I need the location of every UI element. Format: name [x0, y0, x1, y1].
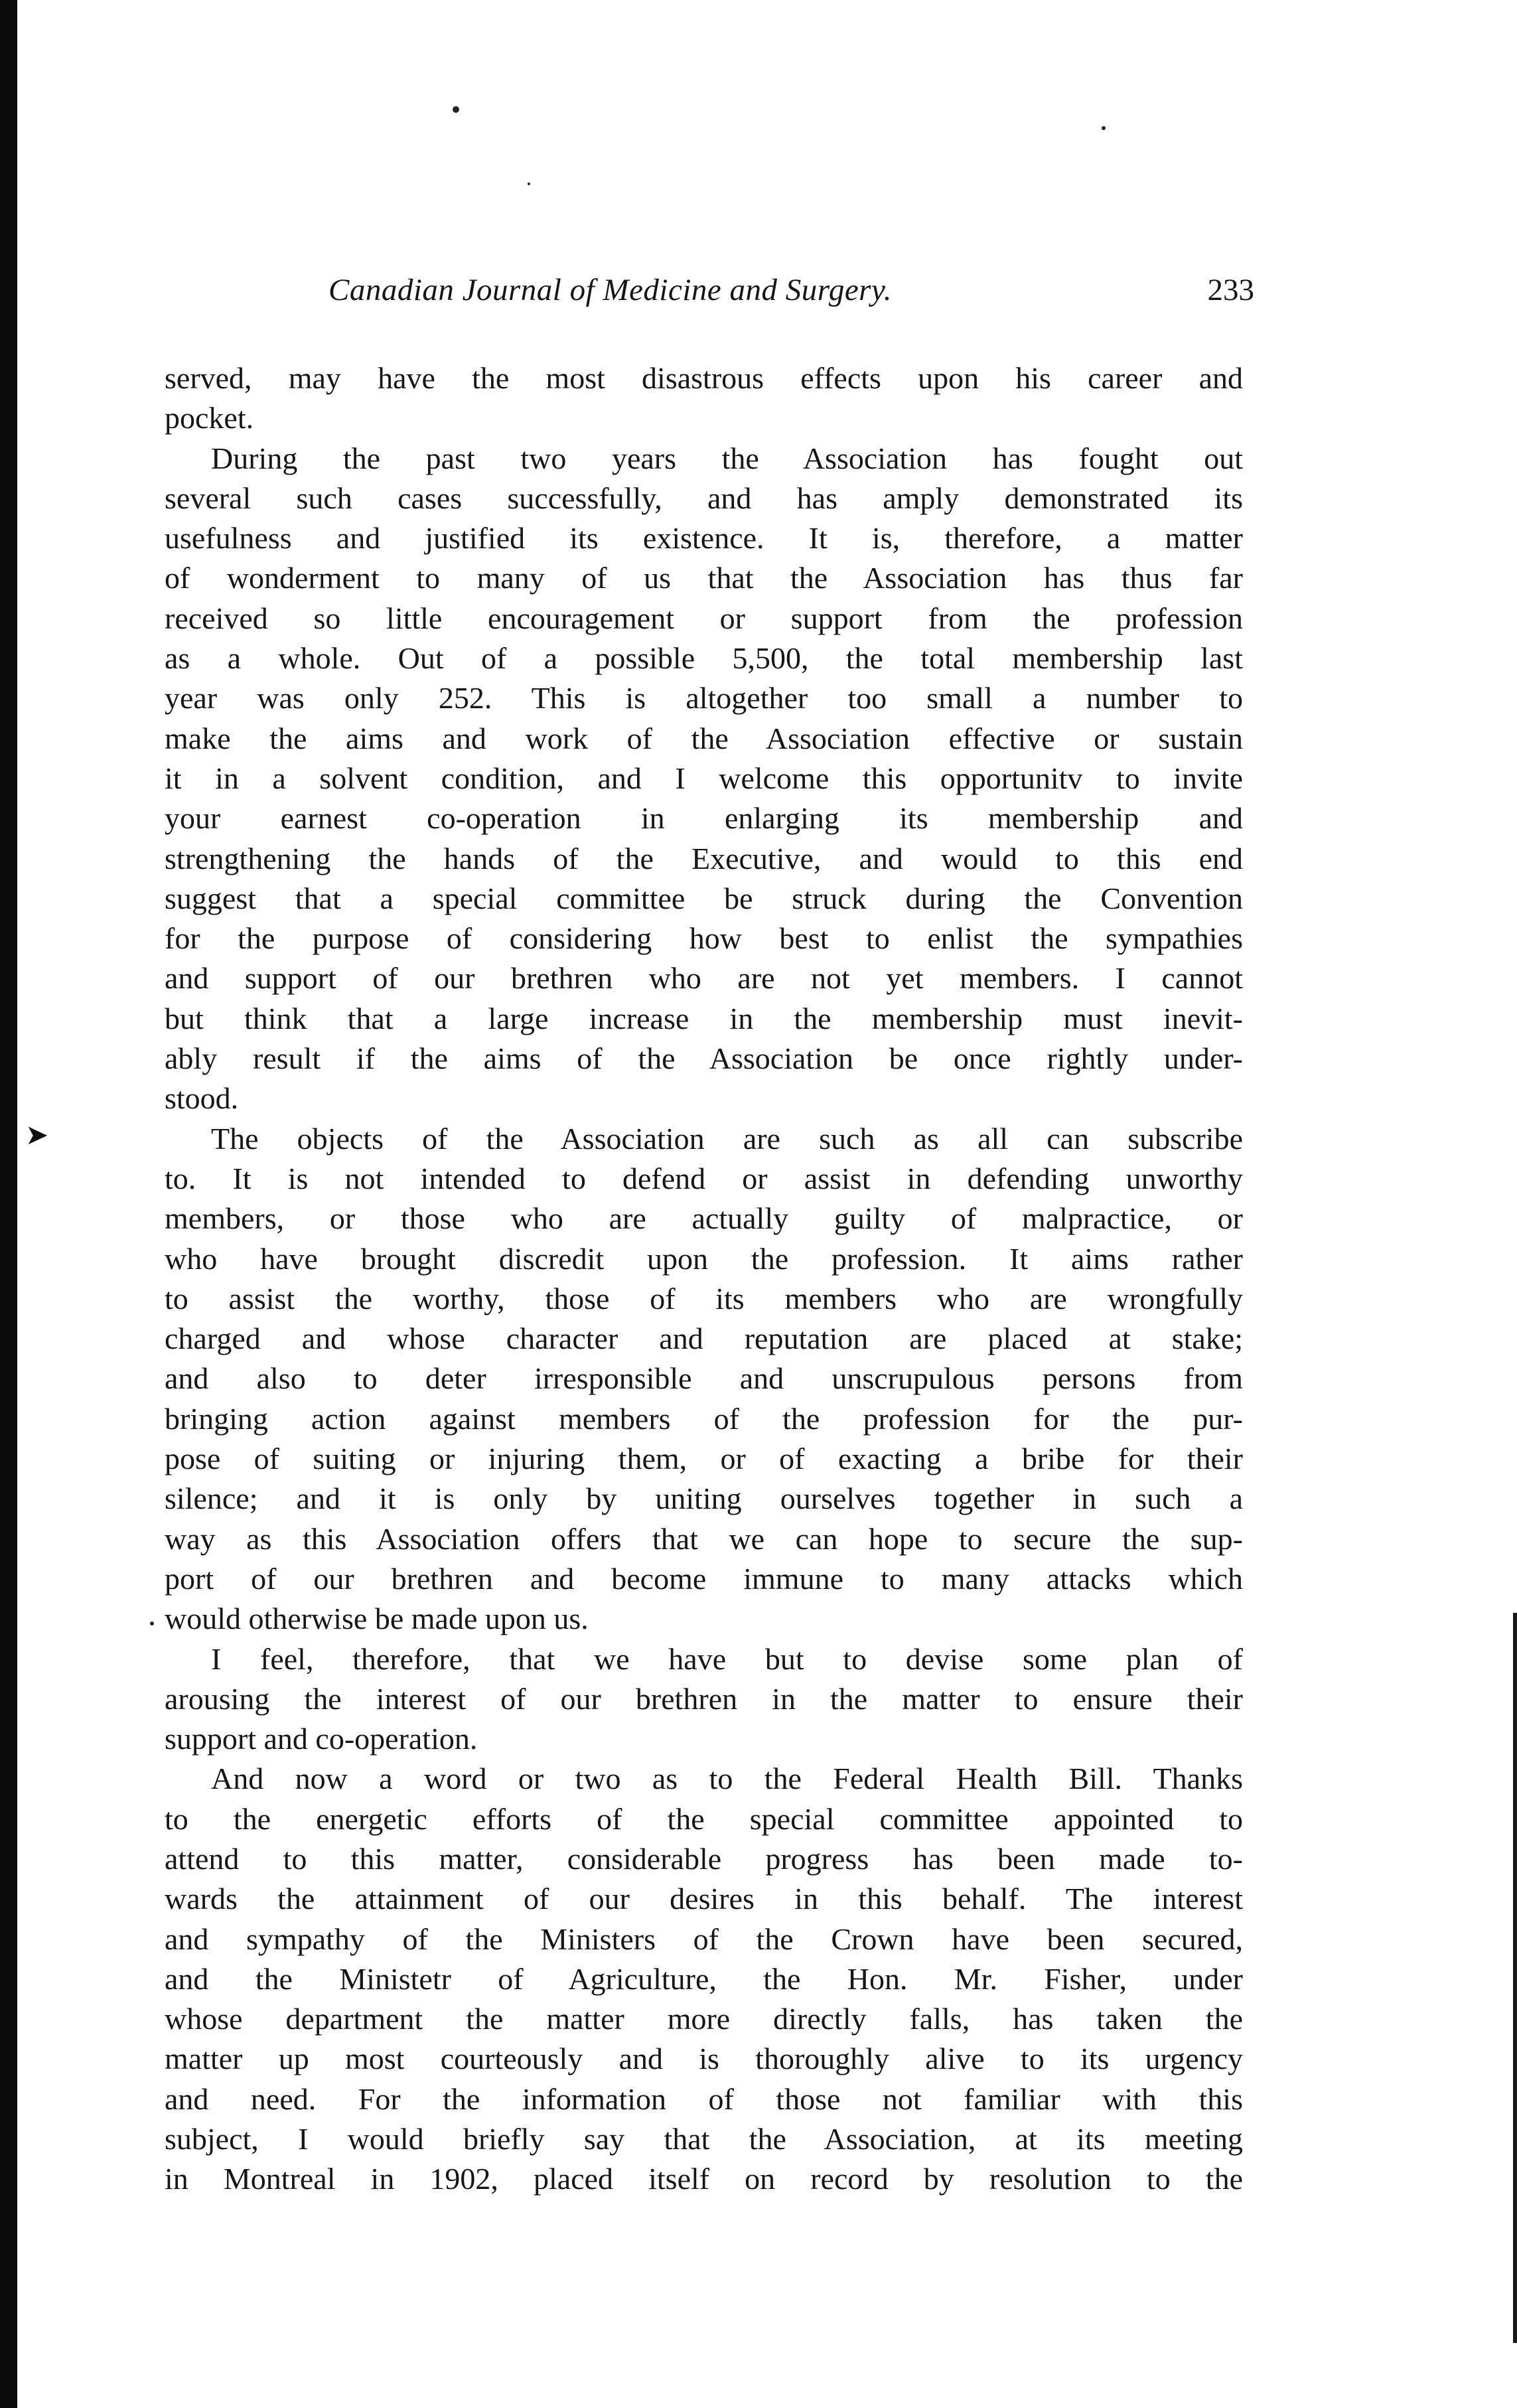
- text-line: and need. For the information of those not familiar with this: [165, 2081, 1243, 2116]
- text-line: way as this Association offers that we can hope to secure the sup-: [165, 1521, 1243, 1556]
- text-line: and sympathy of the Ministers of the Crown have been secured,: [165, 1921, 1243, 1956]
- text-line: stood.: [165, 1081, 239, 1116]
- text-line: to. It is not intended to defend or assist in defending unworthy: [165, 1161, 1243, 1195]
- ink-speck: [1102, 126, 1106, 130]
- running-title: Canadian Journal of Medicine and Surgery.: [328, 273, 892, 307]
- text-line: strengthening the hands of the Executive, and would to this end: [165, 841, 1243, 875]
- text-line: attend to this matter, considerable progress has been made to-: [165, 1841, 1243, 1876]
- text-line: And now a word or two as to the Federal Health Bill. Thanks: [211, 1762, 1243, 1796]
- text-line: served, may have the most disastrous effects upon his career and: [165, 361, 1243, 395]
- text-line: During the past two years the Association has fought out: [211, 441, 1243, 475]
- text-line: whose department the matter more directly falls, has taken the: [165, 2002, 1243, 2036]
- text-line: your earnest co-operation in enlarging its membership and: [165, 801, 1243, 836]
- text-line: bringing action against members of the profession for the pur-: [165, 1401, 1243, 1436]
- text-line: of wonderment to many of us that the Association has thus far: [165, 561, 1243, 595]
- text-line: year was only 252. This is altogether too small a number to: [165, 681, 1243, 715]
- text-line: would otherwise be made upon us.: [165, 1602, 589, 1636]
- ink-speck: [150, 1621, 154, 1625]
- text-line: ably result if the aims of the Association be once rightly under-: [165, 1041, 1243, 1076]
- page-number: 233: [1207, 273, 1254, 307]
- scan-border-left: [0, 0, 17, 2408]
- text-line: several such cases successfully, and has amply demonstrated its: [165, 481, 1243, 515]
- text-line: usefulness and justified its existence. It is, therefore, a matter: [165, 521, 1243, 556]
- text-line: charged and whose character and reputation are placed at stake;: [165, 1321, 1243, 1356]
- article-body: [165, 358, 1243, 2200]
- text-line: members, or those who are actually guilty of malpractice, or: [165, 1201, 1243, 1236]
- text-line: and the Ministetr of Agriculture, the Hon. Mr. Fisher, under: [165, 1961, 1243, 1996]
- text-line: wards the attainment of our desires in this behalf. The interest: [165, 1882, 1243, 1916]
- text-line: pocket.: [165, 401, 254, 435]
- text-line: and support of our brethren who are not yet members. I cannot: [165, 961, 1243, 996]
- text-line: matter up most courteously and is thoroughly alive to its urgency: [165, 2042, 1243, 2076]
- text-line: port of our brethren and become immune to many attacks which: [165, 1561, 1243, 1596]
- page-header: [166, 272, 1254, 325]
- text-line: silence; and it is only by uniting ourselves together in such a: [165, 1481, 1243, 1516]
- scan-border-right: [1513, 1613, 1517, 2343]
- gutter-arrow-icon: ➤: [25, 1120, 49, 1151]
- text-line: arousing the interest of our brethren in the matter to ensure their: [165, 1681, 1243, 1716]
- text-line: subject, I would briefly say that the Association, at its meeting: [165, 2122, 1243, 2156]
- text-line: to the energetic efforts of the special committee appointed to: [165, 1801, 1243, 1836]
- text-line: for the purpose of considering how best to enlist the sympathies: [165, 921, 1243, 956]
- text-line: to assist the worthy, those of its members who are wrongfully: [165, 1281, 1243, 1316]
- text-line: in Montreal in 1902, placed itself on record by resolution to the: [165, 2162, 1243, 2196]
- text-line: I feel, therefore, that we have but to devise some plan of: [211, 1641, 1243, 1676]
- text-line: it in a solvent condition, and I welcome this opportunitv to invite: [165, 761, 1243, 795]
- ink-speck: [453, 106, 459, 113]
- text-line: The objects of the Association are such as all can subscribe: [211, 1121, 1243, 1156]
- text-line: but think that a large increase in the membership must inevit-: [165, 1001, 1243, 1035]
- text-line: and also to deter irresponsible and unscrupulous persons from: [165, 1361, 1243, 1396]
- text-line: who have brought discredit upon the profession. It aims rather: [165, 1241, 1243, 1276]
- text-line: as a whole. Out of a possible 5,500, the total membership last: [165, 641, 1243, 676]
- text-line: pose of suiting or injuring them, or of exacting a bribe for their: [165, 1442, 1243, 1476]
- ink-speck: [528, 183, 530, 185]
- text-line: make the aims and work of the Association effective or sustain: [165, 721, 1243, 755]
- text-line: suggest that a special committee be struck during the Convention: [165, 881, 1243, 915]
- text-line: support and co-operation.: [165, 1722, 478, 1756]
- text-line: received so little encouragement or support from the profession: [165, 601, 1243, 635]
